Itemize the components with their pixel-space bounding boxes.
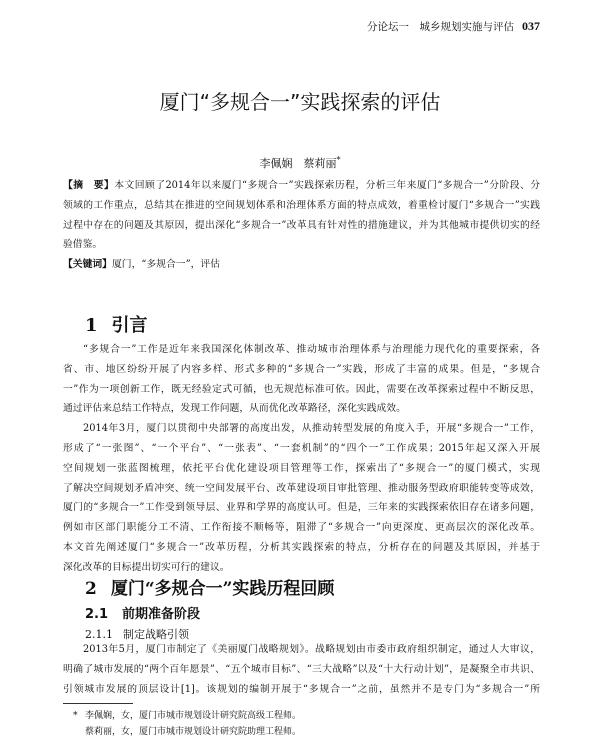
authors	[0, 155, 600, 171]
paragraph-line: 空间规划一张蓝图梳理，依托平台优化建设项目管理等工作，探索出了“多规合一”的厦门模式，实现	[63, 462, 540, 474]
running-header	[367, 19, 540, 34]
section-number: 1	[85, 315, 98, 336]
keywords-text: 厦门，“多规合一”，评估	[111, 259, 220, 271]
abstract	[63, 176, 540, 275]
paragraph-line: 引领城市发展的顶层设计[1]。该规划的编制开展于“多规合一”之前，虽然并不是专门为“多规合一”所	[63, 683, 540, 695]
abstract-line: 过程中存在的问题及其原因，提出深化“多规合一”改革具有针对性的措施建议，并为其他城市提供切实的经	[63, 219, 540, 231]
section-title: 引言	[111, 315, 148, 336]
section-1-body	[63, 340, 540, 578]
paragraph-line: 形成了“一张图”、“一个平台”、“一张表”、“一套机制”的“四个一”工作成果；2015年起又深入开展	[63, 442, 540, 454]
section-number: 2	[85, 579, 97, 599]
paragraph-line: 深化改革的目标提出切实可行的建议。	[63, 561, 230, 573]
paragraph-line: 明确了城市发展的“两个百年愿景”、“五个城市目标”、“三大战略”以及“十大行动计划”，是凝聚全市共识、	[63, 663, 540, 675]
abstract-text: 本文回顾了2014年以来厦门“多规合一”实践探索历程，分析三年来厦门“多规合一”分阶段、分	[114, 180, 541, 191]
footnote-mark: *	[73, 711, 78, 721]
footnote-line: 李佩娴，女，厦门市城市规划设计研究院高级工程师。	[85, 711, 302, 721]
paragraph-line: 了解决空间规划矛盾冲突、统一空间发展平台、改革建设项目审批管理、推动服务型政府职能转变等成效，	[63, 482, 540, 494]
footnote-divider	[63, 703, 133, 704]
paper-title: 厦门“多规合一”实践探索的评估	[159, 90, 441, 114]
paragraph-line: 2014年3月，厦门以贯彻中央部署的高度出发，从推动转型发展的角度入手，开展“多规合一”工作，	[83, 423, 540, 435]
paragraph-line: 厦门的“多规合一”工作受到领导层、业界和学界的高度认可。但是，三年来的实践探索依旧存在诸多问题，	[63, 502, 540, 514]
paragraph-line: 一”作为一项创新工作，既无经验定式可循，也无规范标准可依。因此，需要在改革探索过程中不断反思，	[63, 383, 540, 395]
subsection-2-1-heading	[85, 603, 200, 622]
author-footnote-mark: *	[336, 155, 341, 165]
footnote	[73, 708, 535, 740]
subsection-number: 2.1	[85, 607, 109, 622]
running-title: 分论坛一 城乡规划实施与评估	[367, 21, 514, 33]
section-2-heading	[85, 574, 334, 599]
footnote-line: 蔡莉丽，女，厦门市城市规划设计研究院助理工程师。	[85, 727, 302, 737]
paragraph-line: 省、市、地区纷纷开展了内容多样、形式多种的“多规合一”实践，形成了丰富的成果。但是，“多规合	[63, 363, 540, 375]
paragraph-line: 例如市区部门职能分工不清、工作衔接不顺畅等，阻滞了“多规合一”向更深度、更高层次的深化改革。	[63, 522, 540, 534]
subsection-number: 2.1.1	[85, 628, 113, 641]
abstract-label: 【摘 要】	[63, 180, 115, 191]
abstract-line	[63, 176, 540, 196]
keywords-label: 【关键词】	[63, 259, 112, 271]
section-2-body	[63, 640, 540, 699]
subsection-title: 制定战略引领	[123, 628, 189, 641]
page-number: 037	[522, 19, 540, 33]
section-1-heading	[85, 311, 148, 337]
abstract-line: 验借鉴。	[63, 239, 103, 251]
paragraph-line: 2013年5月，厦门市制定了《美丽厦门战略规划》。战略规划由市委市政府组织制定，通过人大审议，	[83, 644, 540, 655]
paragraph-line: “多规合一”工作是近年来我国深化体制改革、推动城市治理体系与治理能力现代化的重要探索，各	[83, 344, 540, 355]
paragraph-line: 通过评估来总结工作特点，发现工作问题，从而优化改革路径，深化实践成效。	[63, 403, 406, 415]
keywords	[63, 255, 540, 275]
section-title: 厦门“多规合一”实践历程回顾	[110, 579, 335, 599]
subsection-title: 前期准备阶段	[122, 607, 201, 622]
author-names: 李佩娴 蔡莉丽	[259, 157, 337, 170]
abstract-line: 领域的工作重点，总结其在推进的空间规划体系和治理体系方面的特点成效，着重检讨厦门“多规合一”实践	[63, 199, 540, 211]
paragraph-line: 本文首先阐述厦门“多规合一”改革历程，分析其实践探索的特点，分析存在的问题及其原因，并基于	[63, 541, 540, 553]
